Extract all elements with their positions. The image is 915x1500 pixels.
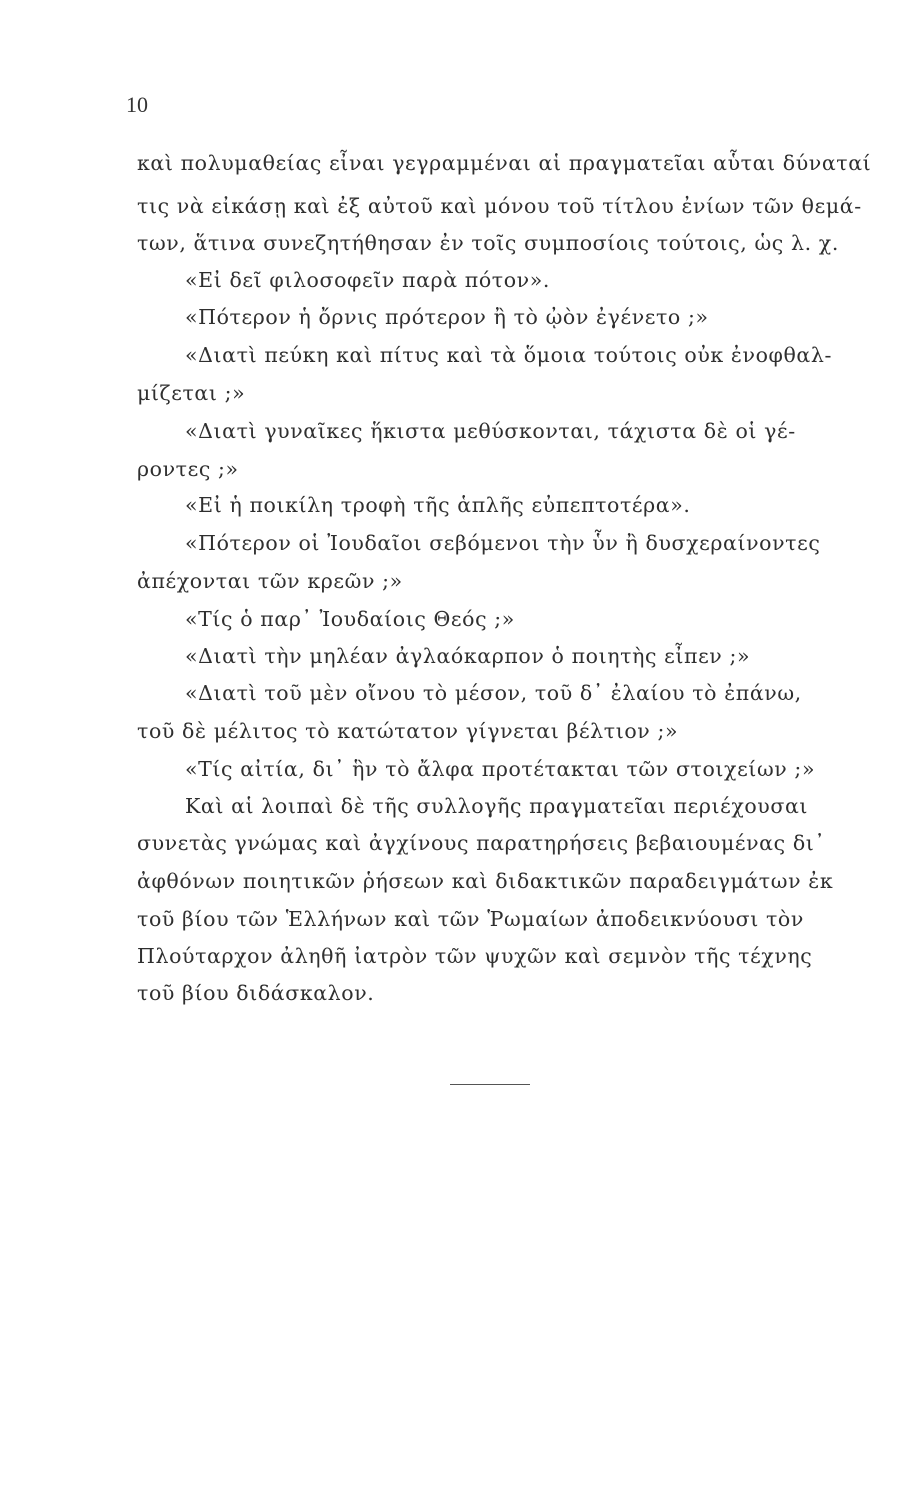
text-line: Πλούταρχον ἀληθῆ ἰατρὸν τῶν ψυχῶν καὶ σεμνὸν τῆς τέχνης [137,944,813,968]
text-line: τοῦ βίου τῶν Ἑλλήνων καὶ τῶν Ῥωμαίων ἀποδεικνύουσι τὸν [137,907,804,931]
text-line: «Πότερον οἱ Ἰουδαῖοι σεβόμενοι τὴν ὗν ἢ δυσχεραίνοντες [185,531,821,555]
text-line: Καὶ αἱ λοιπαὶ δὲ τῆς συλλογῆς πραγματεῖαι περιέχουσαι [185,794,809,818]
text-line: ἀφθόνων ποιητικῶν ῥήσεων καὶ διδακτικῶν παραδειγμάτων ἐκ [137,869,834,893]
text-line: «Τίς αἰτία, δι᾽ ἣν τὸ ἄλφα προτέτακται τῶν στοιχείων ;» [185,757,816,781]
section-divider [450,1084,530,1085]
text-line: μίζεται ;» [137,381,246,405]
text-line: «Τίς ὁ παρ᾽ Ἰουδαίοις Θεός ;» [185,607,515,631]
text-line: «Εἰ δεῖ φιλοσοφεῖν παρὰ πότον». [185,268,550,292]
text-line: ἀπέχονται τῶν κρεῶν ;» [137,569,403,593]
text-line: τοῦ βίου διδάσκαλον. [137,981,375,1005]
text-line: τις νὰ εἰκάσῃ καὶ ἐξ αὐτοῦ καὶ μόνου τοῦ τίτλου ἐνίων τῶν θεμά- [137,194,862,218]
text-line: καὶ πολυμαθείας εἶναι γεγραμμέναι αἱ πραγματεῖαι αὗται δύναταί [137,151,872,175]
text-line: των, ἅτινα συνεζητήθησαν ἐν τοῖς συμποσίοις τούτοις, ὡς λ. χ. [137,231,839,255]
text-line: «Διατὶ τὴν μηλέαν ἀγλαόκαρπον ὁ ποιητὴς εἶπεν ;» [185,644,751,668]
text-line: συνετὰς γνώμας καὶ ἀγχίνους παρατηρήσεις βεβαιουμένας δι᾽ [137,831,826,855]
text-line: «Πότερον ἡ ὄρνις πρότερον ἢ τὸ ᾠὸν ἐγένετο ;» [185,305,709,329]
text-line: «Διατὶ γυναῖκες ἥκιστα μεθύσκονται, τάχιστα δὲ οἱ γέ- [185,419,796,443]
text-line: τοῦ δὲ μέλιτος τὸ κατώτατον γίγνεται βέλτιον ;» [137,719,679,743]
text-line: ροντες ;» [137,457,239,481]
text-line: «Διατὶ τοῦ μὲν οἴνου τὸ μέσον, τοῦ δ᾽ ἐλαίου τὸ ἐπάνω, [185,681,802,705]
page-number: 10 [126,92,148,117]
text-line: «Διατὶ πεύκη καὶ πίτυς καὶ τὰ ὅμοια τούτοις οὐκ ἐνοφθαλ- [185,343,832,367]
text-line: «Εἰ ἡ ποικίλη τροφὴ τῆς ἁπλῆς εὐπεπτοτέρα». [185,493,691,517]
